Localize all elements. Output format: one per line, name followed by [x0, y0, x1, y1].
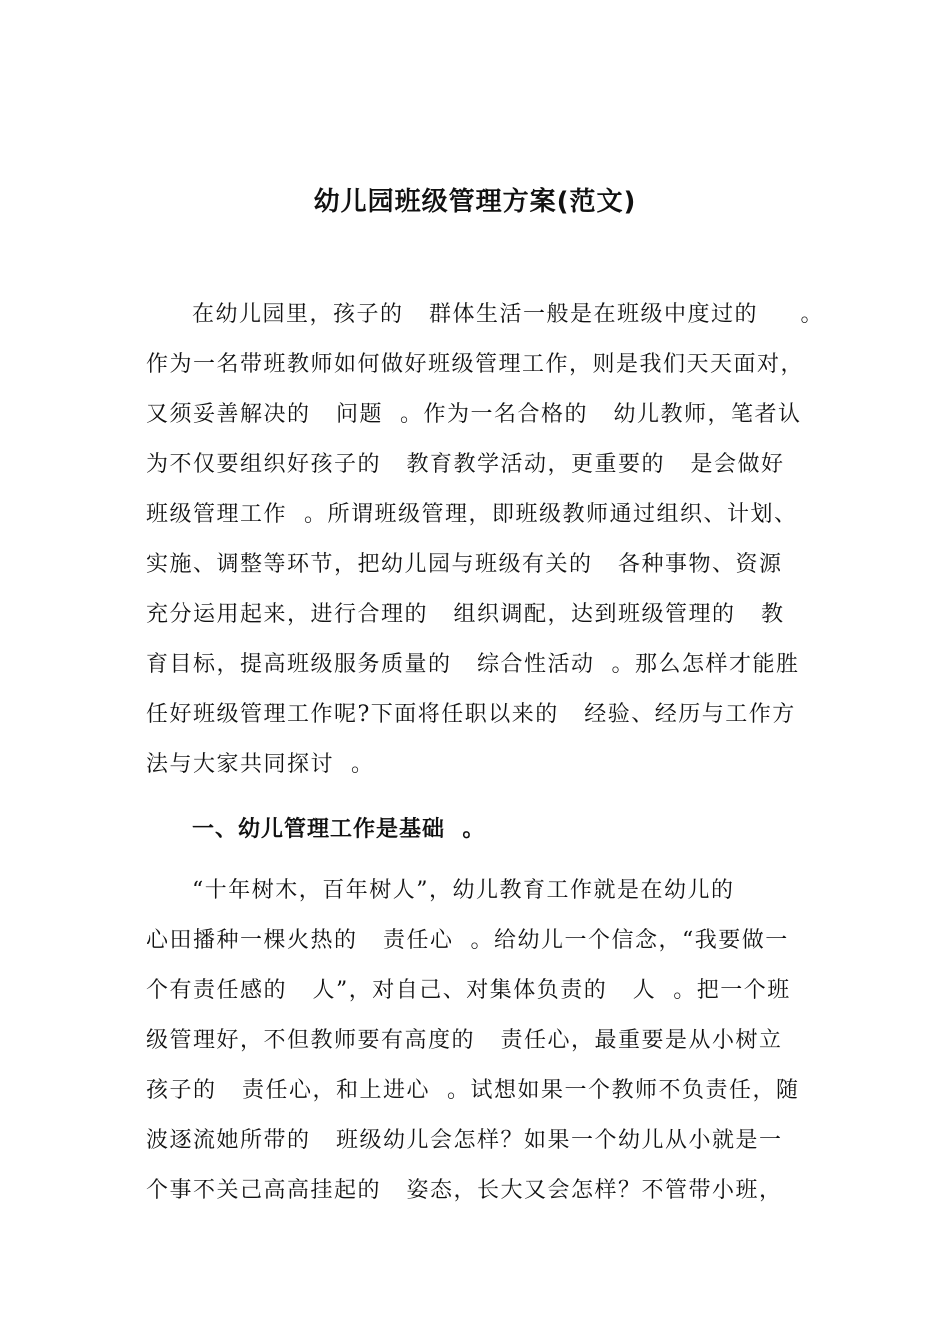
paragraph-line: 个有责任感的 人”，对自己、对集体负责的 人 。把一个班	[146, 978, 791, 1003]
paragraph-line: 班级管理工作 。所谓班级管理，即班级教师通过组织、计划、	[146, 502, 798, 527]
paragraph-line: 个事不关己高高挂起的 姿态，长大又会怎样？不管带小班，	[146, 1178, 783, 1203]
paragraph-line: 充分运用起来，进行合理的 组织调配，达到班级管理的 教	[146, 602, 785, 627]
paragraph-line: 心田播种一棵火热的 责任心 。给幼儿一个信念，“我要做一	[146, 928, 789, 953]
paragraph-line: 作为一名带班教师如何做好班级管理工作，则是我们天天面对，	[146, 352, 805, 377]
section-heading: 一、幼儿管理工作是基础 。	[192, 817, 486, 842]
paragraph-line: 法与大家共同探讨 。	[146, 752, 375, 777]
paragraph-line: 在幼儿园里，孩子的 群体生活一般是在班级中度过的 。	[192, 302, 824, 327]
paragraph-line: 实施、调整等环节，把幼儿园与班级有关的 各种事物、资源	[146, 552, 783, 577]
paragraph-line: 为不仅要组织好孩子的 教育教学活动，更重要的 是会做好	[146, 452, 785, 477]
paragraph-line: 又须妥善解决的 问题 。作为一名合格的 幼儿教师，笔者认	[146, 402, 802, 427]
paragraph-line: 孩子的 责任心，和上进心 。试想如果一个教师不负责任，随	[146, 1078, 800, 1103]
paragraph-line: 任好班级管理工作呢?下面将任职以来的 经验、经历与工作方	[146, 702, 796, 727]
paragraph-line: 波逐流她所带的 班级幼儿会怎样？如果一个幼儿从小就是一	[146, 1128, 783, 1153]
paragraph-line: 育目标，提高班级服务质量的 综合性活动 。那么怎样才能胜	[146, 652, 800, 677]
paragraph-line: “十年树木，百年树人”，幼儿教育工作就是在幼儿的	[192, 878, 735, 903]
document-title: 幼儿园班级管理方案(范文)	[313, 187, 637, 217]
paragraph-line: 级管理好，不但教师要有高度的 责任心，最重要是从小树立	[146, 1028, 783, 1053]
